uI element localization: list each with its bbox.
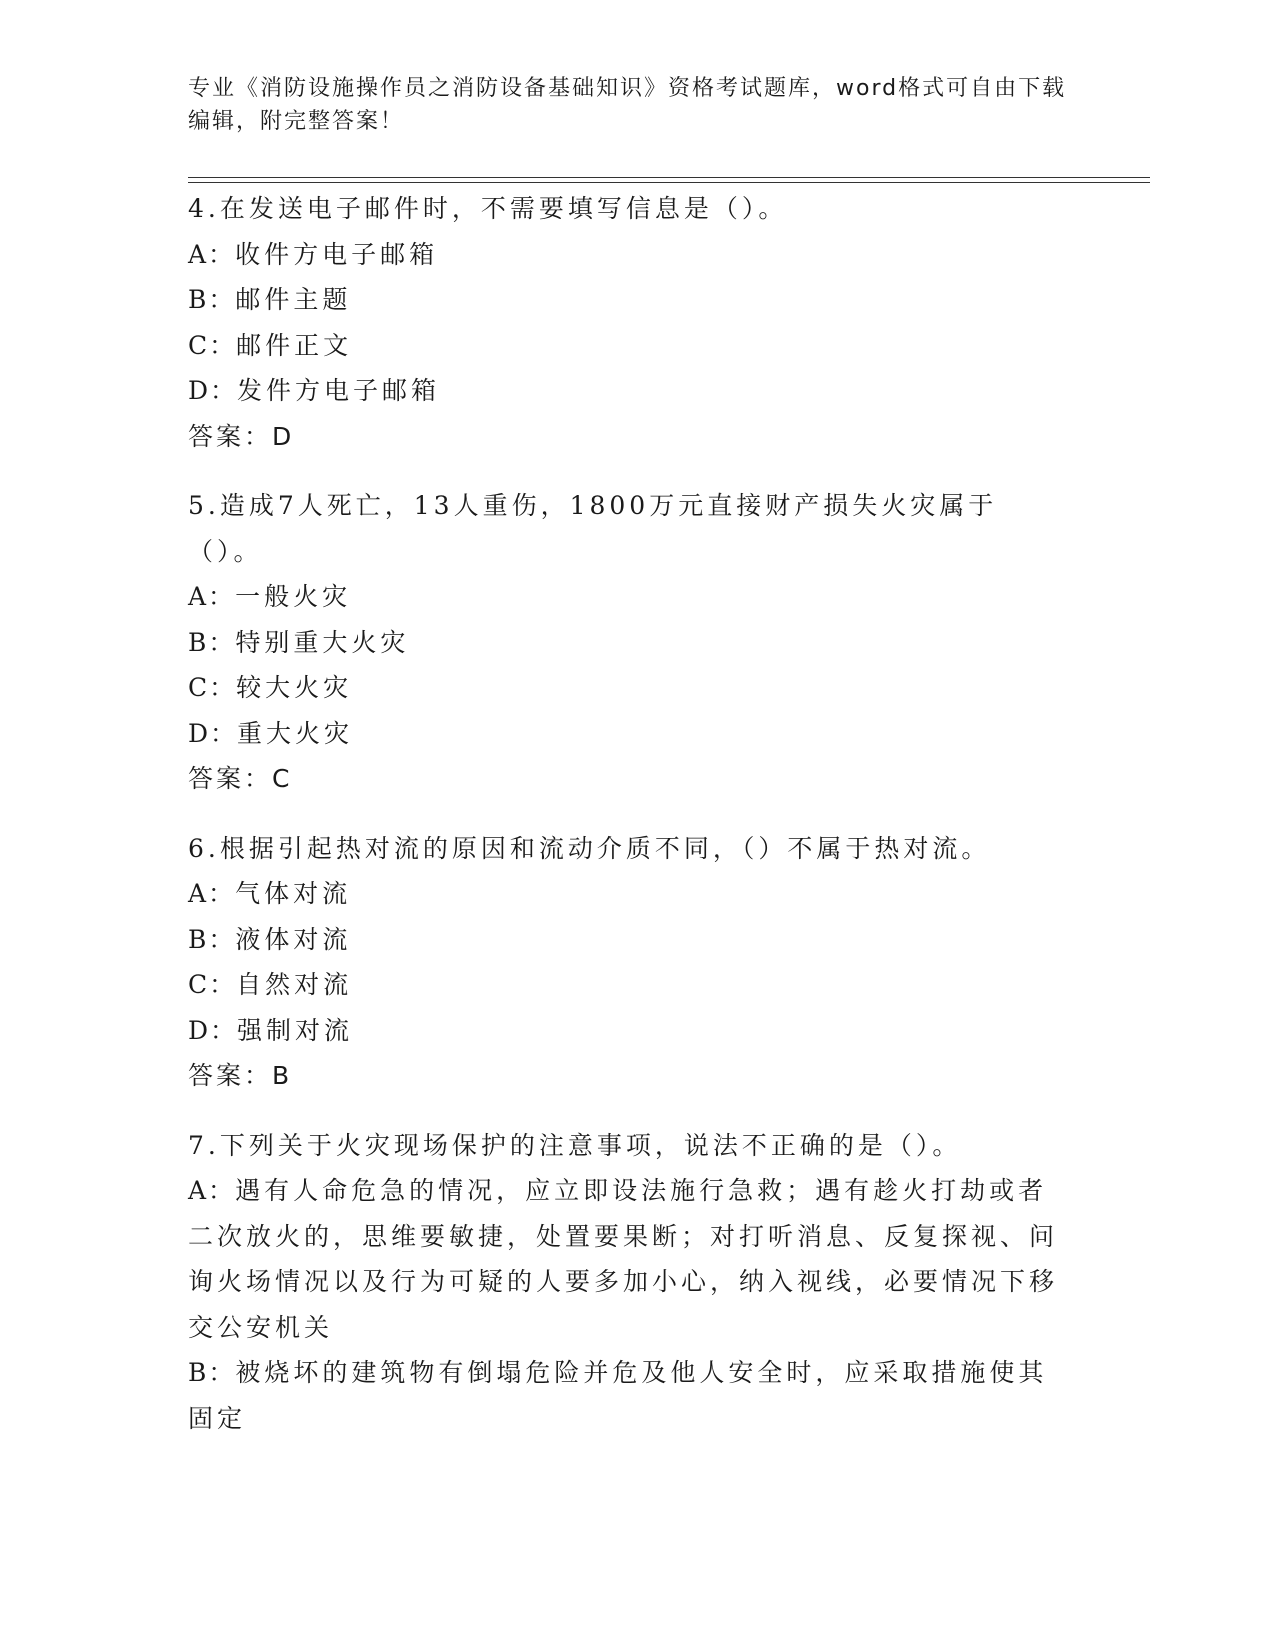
question-list <box>188 186 1068 1465</box>
option-key: D： <box>188 376 238 405</box>
option-text: 较大火灾 <box>236 673 353 702</box>
option-b <box>188 1350 1068 1441</box>
option-text: 液体对流 <box>235 924 352 954</box>
option-key: C： <box>188 970 237 999</box>
option-c <box>188 962 1068 1008</box>
question-stem: 5.造成7人死亡，13人重伤，1800万元直接财产损失火灾属于（）。 <box>188 491 998 566</box>
option-key: A： <box>188 1176 236 1205</box>
option-a <box>188 574 1068 620</box>
option-c <box>188 323 1068 369</box>
option-text: 特别重大火灾 <box>235 627 410 657</box>
question-6 <box>188 826 1068 1099</box>
option-text: 邮件主题 <box>235 285 352 314</box>
option-text: 自然对流 <box>236 970 353 999</box>
option-d <box>188 1008 1068 1054</box>
option-text: 被烧坏的建筑物有倒塌危险并危及他人安全时，应采取措施使其固定 <box>188 1358 1048 1433</box>
question-4 <box>188 186 1068 459</box>
option-b <box>188 917 1068 963</box>
option-text: 气体对流 <box>235 879 352 908</box>
question-stem: 7.下列关于火灾现场保护的注意事项，说法不正确的是（）。 <box>188 1130 962 1160</box>
answer-line: 答案：B <box>188 1061 293 1090</box>
option-key: C： <box>188 673 237 702</box>
option-text: 遇有人命危急的情况，应立即设法施行急救；遇有趁火打劫或者二次放火的，思维要敏捷，处置要果断；对打听消息、反复探视、问询火场情况以及行为可疑的人要多加小心，纳入视线，必要情况下移交公安机关 <box>188 1176 1059 1342</box>
option-key: B： <box>188 1358 236 1387</box>
option-key: C： <box>188 330 237 360</box>
header-rule-top <box>188 177 1150 178</box>
option-d <box>188 711 1068 757</box>
answer-line: 答案：C <box>188 764 293 793</box>
option-key: D： <box>188 1015 238 1045</box>
answer-line: 答案：D <box>188 421 295 451</box>
option-text: 收件方电子邮箱 <box>235 239 439 269</box>
header-rule-bottom <box>188 182 1150 183</box>
option-key: A： <box>188 582 236 611</box>
question-stem: 6.根据引起热对流的原因和流动介质不同，（）不属于热对流。 <box>188 833 991 863</box>
option-key: B： <box>188 627 236 657</box>
option-a <box>188 1168 1068 1350</box>
option-b <box>188 620 1068 666</box>
option-key: A： <box>188 239 236 269</box>
question-7 <box>188 1123 1068 1442</box>
option-key: D： <box>188 718 238 748</box>
option-a <box>188 871 1068 917</box>
option-key: B： <box>188 924 236 954</box>
document-header: 专业《消防设施操作员之消防设备基础知识》资格考试题库，word格式可自由下载编辑，附完整答案！ <box>188 76 1067 134</box>
option-text: 一般火灾 <box>235 582 352 611</box>
option-a <box>188 232 1068 278</box>
option-key: B： <box>188 285 236 314</box>
option-text: 发件方电子邮箱 <box>237 376 441 405</box>
option-text: 强制对流 <box>237 1015 354 1045</box>
option-text: 重大火灾 <box>237 718 354 748</box>
option-c <box>188 665 1068 711</box>
option-text: 邮件正文 <box>236 330 353 360</box>
question-5 <box>188 483 1068 802</box>
option-key: A： <box>188 879 236 908</box>
question-stem: 4.在发送电子邮件时，不需要填写信息是（）。 <box>188 194 788 223</box>
option-b <box>188 277 1068 323</box>
option-d <box>188 368 1068 414</box>
